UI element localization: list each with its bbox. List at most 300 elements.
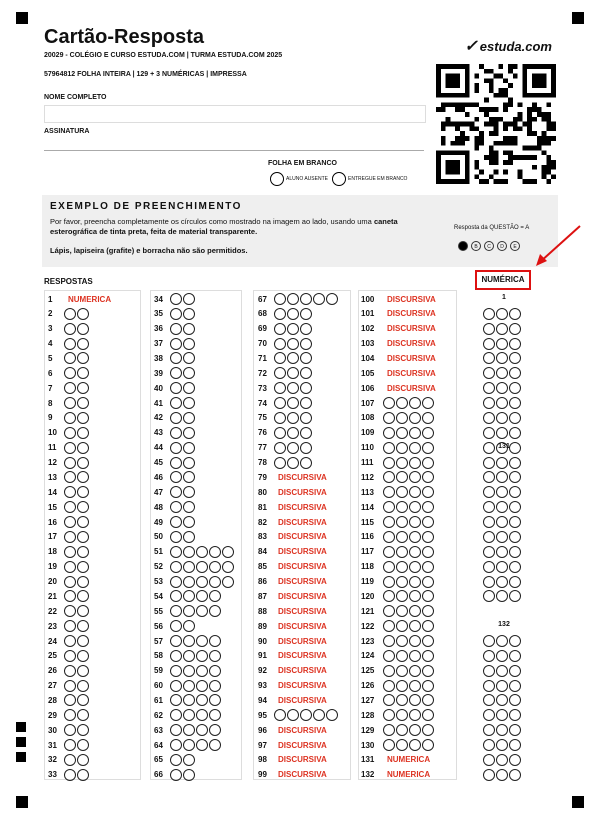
answer-bubble[interactable]: [300, 308, 312, 320]
answer-bubble[interactable]: [183, 635, 195, 647]
answer-bubble[interactable]: [222, 576, 234, 588]
answer-bubble[interactable]: [422, 427, 434, 439]
answer-bubble[interactable]: [409, 412, 421, 424]
answer-bubble[interactable]: [422, 561, 434, 573]
answer-bubble[interactable]: [183, 486, 195, 498]
answer-bubble[interactable]: [170, 397, 182, 409]
answer-bubble[interactable]: [77, 650, 89, 662]
answer-bubble[interactable]: [422, 471, 434, 483]
numerica-bubble[interactable]: [483, 531, 495, 543]
numerica-bubble[interactable]: [509, 397, 521, 409]
answer-bubble[interactable]: [287, 457, 299, 469]
answer-bubble[interactable]: [196, 694, 208, 706]
answer-bubble[interactable]: [422, 650, 434, 662]
answer-bubble[interactable]: [422, 739, 434, 751]
numerica-bubble[interactable]: [483, 769, 495, 781]
answer-bubble[interactable]: [77, 308, 89, 320]
answer-bubble[interactable]: [77, 486, 89, 498]
answer-bubble[interactable]: [383, 576, 395, 588]
numerica-bubble[interactable]: [509, 338, 521, 350]
answer-bubble[interactable]: [196, 724, 208, 736]
answer-bubble[interactable]: [183, 546, 195, 558]
answer-bubble[interactable]: [409, 694, 421, 706]
answer-bubble[interactable]: [64, 471, 76, 483]
answer-bubble[interactable]: [326, 709, 338, 721]
answer-bubble[interactable]: [422, 635, 434, 647]
numerica-bubble[interactable]: [483, 516, 495, 528]
numerica-bubble[interactable]: [509, 412, 521, 424]
answer-bubble[interactable]: [383, 471, 395, 483]
answer-bubble[interactable]: [170, 427, 182, 439]
numerica-bubble[interactable]: [483, 501, 495, 513]
answer-bubble[interactable]: [422, 546, 434, 558]
answer-bubble[interactable]: [383, 620, 395, 632]
answer-bubble[interactable]: [409, 516, 421, 528]
numerica-bubble[interactable]: [496, 635, 508, 647]
numerica-bubble[interactable]: [496, 352, 508, 364]
numerica-bubble[interactable]: [496, 754, 508, 766]
numerica-bubble[interactable]: [483, 382, 495, 394]
numerica-bubble[interactable]: [483, 635, 495, 647]
answer-bubble[interactable]: [64, 308, 76, 320]
numerica-bubble[interactable]: [483, 546, 495, 558]
answer-bubble[interactable]: [170, 323, 182, 335]
answer-bubble[interactable]: [383, 605, 395, 617]
answer-bubble[interactable]: [300, 293, 312, 305]
answer-bubble[interactable]: [170, 442, 182, 454]
answer-bubble[interactable]: [183, 516, 195, 528]
answer-bubble[interactable]: [64, 323, 76, 335]
numerica-bubble[interactable]: [496, 590, 508, 602]
answer-bubble[interactable]: [170, 620, 182, 632]
numerica-bubble[interactable]: [496, 724, 508, 736]
answer-bubble[interactable]: [274, 412, 286, 424]
numerica-bubble[interactable]: [496, 308, 508, 320]
answer-bubble[interactable]: [170, 293, 182, 305]
answer-bubble[interactable]: [77, 590, 89, 602]
answer-bubble[interactable]: [183, 471, 195, 483]
answer-bubble[interactable]: [383, 501, 395, 513]
answer-bubble[interactable]: [209, 546, 221, 558]
answer-bubble[interactable]: [274, 352, 286, 364]
answer-bubble[interactable]: [209, 576, 221, 588]
answer-bubble[interactable]: [64, 590, 76, 602]
entregue-branco-option[interactable]: [332, 172, 407, 186]
answer-bubble[interactable]: [77, 769, 89, 781]
numerica-bubble[interactable]: [496, 769, 508, 781]
numerica-bubble[interactable]: [496, 486, 508, 498]
numerica-bubble[interactable]: [496, 516, 508, 528]
answer-bubble[interactable]: [196, 709, 208, 721]
answer-bubble[interactable]: [196, 546, 208, 558]
answer-bubble[interactable]: [409, 501, 421, 513]
answer-bubble[interactable]: [409, 739, 421, 751]
answer-bubble[interactable]: [196, 739, 208, 751]
answer-bubble[interactable]: [196, 605, 208, 617]
answer-bubble[interactable]: [183, 442, 195, 454]
numerica-bubble[interactable]: [496, 338, 508, 350]
numerica-bubble[interactable]: [496, 471, 508, 483]
answer-bubble[interactable]: [64, 427, 76, 439]
answer-bubble[interactable]: [77, 635, 89, 647]
answer-bubble[interactable]: [64, 665, 76, 677]
answer-bubble[interactable]: [209, 561, 221, 573]
answer-bubble[interactable]: [409, 576, 421, 588]
answer-bubble[interactable]: [170, 352, 182, 364]
answer-bubble[interactable]: [64, 754, 76, 766]
answer-bubble[interactable]: [196, 635, 208, 647]
answer-bubble[interactable]: [64, 680, 76, 692]
answer-bubble[interactable]: [64, 397, 76, 409]
numerica-bubble[interactable]: [509, 531, 521, 543]
answer-bubble[interactable]: [300, 323, 312, 335]
numerica-bubble[interactable]: [496, 412, 508, 424]
answer-bubble[interactable]: [209, 739, 221, 751]
answer-bubble[interactable]: [422, 486, 434, 498]
answer-bubble[interactable]: [183, 769, 195, 781]
aluno-ausente-bubble[interactable]: [270, 172, 284, 186]
answer-bubble[interactable]: [209, 635, 221, 647]
answer-bubble[interactable]: [77, 412, 89, 424]
entregue-branco-bubble[interactable]: [332, 172, 346, 186]
answer-bubble[interactable]: [274, 427, 286, 439]
answer-bubble[interactable]: [209, 694, 221, 706]
answer-bubble[interactable]: [77, 546, 89, 558]
answer-bubble[interactable]: [170, 635, 182, 647]
numerica-bubble[interactable]: [509, 650, 521, 662]
answer-bubble[interactable]: [396, 531, 408, 543]
numerica-bubble[interactable]: [483, 650, 495, 662]
numerica-bubble[interactable]: [509, 457, 521, 469]
answer-bubble[interactable]: [422, 501, 434, 513]
answer-bubble[interactable]: [409, 590, 421, 602]
answer-bubble[interactable]: [274, 397, 286, 409]
answer-bubble[interactable]: [396, 605, 408, 617]
answer-bubble[interactable]: [64, 635, 76, 647]
answer-bubble[interactable]: [170, 694, 182, 706]
answer-bubble[interactable]: [287, 442, 299, 454]
answer-bubble[interactable]: [396, 576, 408, 588]
numerica-bubble[interactable]: [496, 382, 508, 394]
answer-bubble[interactable]: [196, 576, 208, 588]
answer-bubble[interactable]: [64, 605, 76, 617]
answer-bubble[interactable]: [170, 769, 182, 781]
numerica-bubble[interactable]: [509, 724, 521, 736]
answer-bubble[interactable]: [183, 694, 195, 706]
answer-bubble[interactable]: [196, 650, 208, 662]
numerica-bubble[interactable]: [483, 590, 495, 602]
answer-bubble[interactable]: [77, 694, 89, 706]
numerica-bubble[interactable]: [496, 650, 508, 662]
answer-bubble[interactable]: [170, 382, 182, 394]
answer-bubble[interactable]: [170, 367, 182, 379]
answer-bubble[interactable]: [383, 650, 395, 662]
answer-bubble[interactable]: [170, 739, 182, 751]
numerica-bubble[interactable]: [483, 457, 495, 469]
answer-bubble[interactable]: [64, 338, 76, 350]
answer-bubble[interactable]: [274, 442, 286, 454]
answer-bubble[interactable]: [183, 531, 195, 543]
numerica-bubble[interactable]: [509, 367, 521, 379]
answer-bubble[interactable]: [64, 650, 76, 662]
answer-bubble[interactable]: [64, 739, 76, 751]
answer-bubble[interactable]: [422, 709, 434, 721]
answer-bubble[interactable]: [170, 308, 182, 320]
answer-bubble[interactable]: [313, 293, 325, 305]
answer-bubble[interactable]: [170, 680, 182, 692]
answer-bubble[interactable]: [300, 427, 312, 439]
answer-bubble[interactable]: [422, 665, 434, 677]
answer-bubble[interactable]: [313, 709, 325, 721]
answer-bubble[interactable]: [183, 665, 195, 677]
answer-bubble[interactable]: [183, 457, 195, 469]
answer-bubble[interactable]: [64, 457, 76, 469]
answer-bubble[interactable]: [170, 665, 182, 677]
answer-bubble[interactable]: [64, 352, 76, 364]
numerica-bubble[interactable]: [496, 665, 508, 677]
answer-bubble[interactable]: [196, 561, 208, 573]
answer-bubble[interactable]: [64, 576, 76, 588]
answer-bubble[interactable]: [183, 620, 195, 632]
answer-bubble[interactable]: [383, 665, 395, 677]
numerica-bubble[interactable]: [509, 709, 521, 721]
answer-bubble[interactable]: [170, 471, 182, 483]
answer-bubble[interactable]: [409, 531, 421, 543]
answer-bubble[interactable]: [274, 308, 286, 320]
answer-bubble[interactable]: [209, 724, 221, 736]
numerica-bubble[interactable]: [509, 501, 521, 513]
answer-bubble[interactable]: [222, 546, 234, 558]
answer-bubble[interactable]: [300, 457, 312, 469]
answer-bubble[interactable]: [222, 561, 234, 573]
answer-bubble[interactable]: [274, 367, 286, 379]
answer-bubble[interactable]: [64, 561, 76, 573]
answer-bubble[interactable]: [170, 338, 182, 350]
numerica-bubble[interactable]: [483, 561, 495, 573]
answer-bubble[interactable]: [396, 501, 408, 513]
answer-bubble[interactable]: [422, 694, 434, 706]
answer-bubble[interactable]: [64, 516, 76, 528]
answer-bubble[interactable]: [383, 546, 395, 558]
answer-bubble[interactable]: [396, 590, 408, 602]
answer-bubble[interactable]: [170, 754, 182, 766]
answer-bubble[interactable]: [409, 650, 421, 662]
answer-bubble[interactable]: [396, 665, 408, 677]
numerica-bubble[interactable]: [483, 486, 495, 498]
answer-bubble[interactable]: [77, 352, 89, 364]
numerica-bubble[interactable]: [496, 561, 508, 573]
numerica-bubble[interactable]: [483, 680, 495, 692]
answer-bubble[interactable]: [77, 680, 89, 692]
answer-bubble[interactable]: [409, 427, 421, 439]
answer-bubble[interactable]: [77, 724, 89, 736]
answer-bubble[interactable]: [64, 531, 76, 543]
numerica-bubble[interactable]: [509, 754, 521, 766]
answer-bubble[interactable]: [396, 546, 408, 558]
answer-bubble[interactable]: [300, 367, 312, 379]
answer-bubble[interactable]: [383, 739, 395, 751]
answer-bubble[interactable]: [170, 531, 182, 543]
answer-bubble[interactable]: [274, 457, 286, 469]
answer-bubble[interactable]: [422, 620, 434, 632]
answer-bubble[interactable]: [300, 397, 312, 409]
answer-bubble[interactable]: [300, 352, 312, 364]
answer-bubble[interactable]: [183, 397, 195, 409]
answer-bubble[interactable]: [326, 293, 338, 305]
numerica-bubble[interactable]: [496, 680, 508, 692]
answer-bubble[interactable]: [396, 694, 408, 706]
numerica-bubble[interactable]: [483, 338, 495, 350]
answer-bubble[interactable]: [183, 412, 195, 424]
answer-bubble[interactable]: [422, 590, 434, 602]
answer-bubble[interactable]: [64, 769, 76, 781]
numerica-bubble[interactable]: [509, 382, 521, 394]
answer-bubble[interactable]: [422, 605, 434, 617]
numerica-bubble[interactable]: [483, 754, 495, 766]
answer-bubble[interactable]: [287, 397, 299, 409]
answer-bubble[interactable]: [64, 546, 76, 558]
answer-bubble[interactable]: [383, 457, 395, 469]
answer-bubble[interactable]: [396, 620, 408, 632]
answer-bubble[interactable]: [183, 754, 195, 766]
numerica-bubble[interactable]: [483, 412, 495, 424]
answer-bubble[interactable]: [170, 724, 182, 736]
answer-bubble[interactable]: [209, 590, 221, 602]
answer-bubble[interactable]: [183, 605, 195, 617]
answer-bubble[interactable]: [287, 367, 299, 379]
answer-bubble[interactable]: [383, 590, 395, 602]
answer-bubble[interactable]: [422, 531, 434, 543]
assinatura-field[interactable]: [44, 150, 424, 151]
answer-bubble[interactable]: [64, 620, 76, 632]
numerica-bubble[interactable]: [496, 427, 508, 439]
answer-bubble[interactable]: [77, 501, 89, 513]
answer-bubble[interactable]: [170, 650, 182, 662]
answer-bubble[interactable]: [64, 724, 76, 736]
answer-bubble[interactable]: [383, 694, 395, 706]
answer-bubble[interactable]: [77, 576, 89, 588]
answer-bubble[interactable]: [396, 397, 408, 409]
answer-bubble[interactable]: [409, 561, 421, 573]
answer-bubble[interactable]: [409, 665, 421, 677]
answer-bubble[interactable]: [64, 412, 76, 424]
answer-bubble[interactable]: [274, 382, 286, 394]
answer-bubble[interactable]: [300, 709, 312, 721]
answer-bubble[interactable]: [183, 709, 195, 721]
answer-bubble[interactable]: [183, 382, 195, 394]
answer-bubble[interactable]: [209, 709, 221, 721]
answer-bubble[interactable]: [64, 442, 76, 454]
answer-bubble[interactable]: [77, 739, 89, 751]
answer-bubble[interactable]: [183, 576, 195, 588]
numerica-bubble[interactable]: [483, 308, 495, 320]
answer-bubble[interactable]: [409, 709, 421, 721]
answer-bubble[interactable]: [396, 709, 408, 721]
numerica-bubble[interactable]: [509, 561, 521, 573]
answer-bubble[interactable]: [396, 486, 408, 498]
answer-bubble[interactable]: [209, 680, 221, 692]
numerica-bubble[interactable]: [509, 769, 521, 781]
answer-bubble[interactable]: [422, 516, 434, 528]
answer-bubble[interactable]: [422, 457, 434, 469]
numerica-bubble[interactable]: [509, 352, 521, 364]
answer-bubble[interactable]: [396, 561, 408, 573]
numerica-bubble[interactable]: [509, 739, 521, 751]
answer-bubble[interactable]: [77, 665, 89, 677]
answer-bubble[interactable]: [77, 605, 89, 617]
answer-bubble[interactable]: [383, 427, 395, 439]
answer-bubble[interactable]: [183, 338, 195, 350]
answer-bubble[interactable]: [209, 605, 221, 617]
answer-bubble[interactable]: [77, 620, 89, 632]
answer-bubble[interactable]: [77, 382, 89, 394]
numerica-bubble[interactable]: [509, 427, 521, 439]
answer-bubble[interactable]: [77, 427, 89, 439]
numerica-bubble[interactable]: [496, 501, 508, 513]
answer-bubble[interactable]: [170, 501, 182, 513]
answer-bubble[interactable]: [422, 397, 434, 409]
answer-bubble[interactable]: [183, 323, 195, 335]
numerica-bubble[interactable]: [483, 739, 495, 751]
answer-bubble[interactable]: [183, 352, 195, 364]
answer-bubble[interactable]: [287, 709, 299, 721]
answer-bubble[interactable]: [409, 724, 421, 736]
numerica-bubble[interactable]: [483, 576, 495, 588]
answer-bubble[interactable]: [170, 412, 182, 424]
numerica-bubble[interactable]: [496, 546, 508, 558]
answer-bubble[interactable]: [170, 516, 182, 528]
answer-bubble[interactable]: [170, 457, 182, 469]
numerica-bubble[interactable]: [496, 323, 508, 335]
numerica-bubble[interactable]: [496, 531, 508, 543]
answer-bubble[interactable]: [396, 635, 408, 647]
answer-bubble[interactable]: [77, 338, 89, 350]
answer-bubble[interactable]: [274, 338, 286, 350]
answer-bubble[interactable]: [64, 501, 76, 513]
answer-bubble[interactable]: [287, 293, 299, 305]
answer-bubble[interactable]: [409, 457, 421, 469]
answer-bubble[interactable]: [77, 516, 89, 528]
numerica-bubble[interactable]: [509, 486, 521, 498]
answer-bubble[interactable]: [170, 546, 182, 558]
numerica-bubble[interactable]: [509, 665, 521, 677]
answer-bubble[interactable]: [287, 412, 299, 424]
answer-bubble[interactable]: [287, 323, 299, 335]
answer-bubble[interactable]: [274, 323, 286, 335]
answer-bubble[interactable]: [300, 412, 312, 424]
answer-bubble[interactable]: [396, 516, 408, 528]
answer-bubble[interactable]: [170, 709, 182, 721]
answer-bubble[interactable]: [383, 635, 395, 647]
answer-bubble[interactable]: [183, 650, 195, 662]
answer-bubble[interactable]: [77, 442, 89, 454]
answer-bubble[interactable]: [77, 754, 89, 766]
answer-bubble[interactable]: [170, 561, 182, 573]
numerica-bubble[interactable]: [483, 323, 495, 335]
answer-bubble[interactable]: [383, 412, 395, 424]
answer-bubble[interactable]: [77, 397, 89, 409]
numerica-bubble[interactable]: [483, 694, 495, 706]
answer-bubble[interactable]: [64, 486, 76, 498]
answer-bubble[interactable]: [183, 427, 195, 439]
answer-bubble[interactable]: [409, 397, 421, 409]
answer-bubble[interactable]: [183, 308, 195, 320]
numerica-bubble[interactable]: [483, 665, 495, 677]
answer-bubble[interactable]: [183, 724, 195, 736]
answer-bubble[interactable]: [409, 486, 421, 498]
answer-bubble[interactable]: [383, 680, 395, 692]
answer-bubble[interactable]: [209, 650, 221, 662]
